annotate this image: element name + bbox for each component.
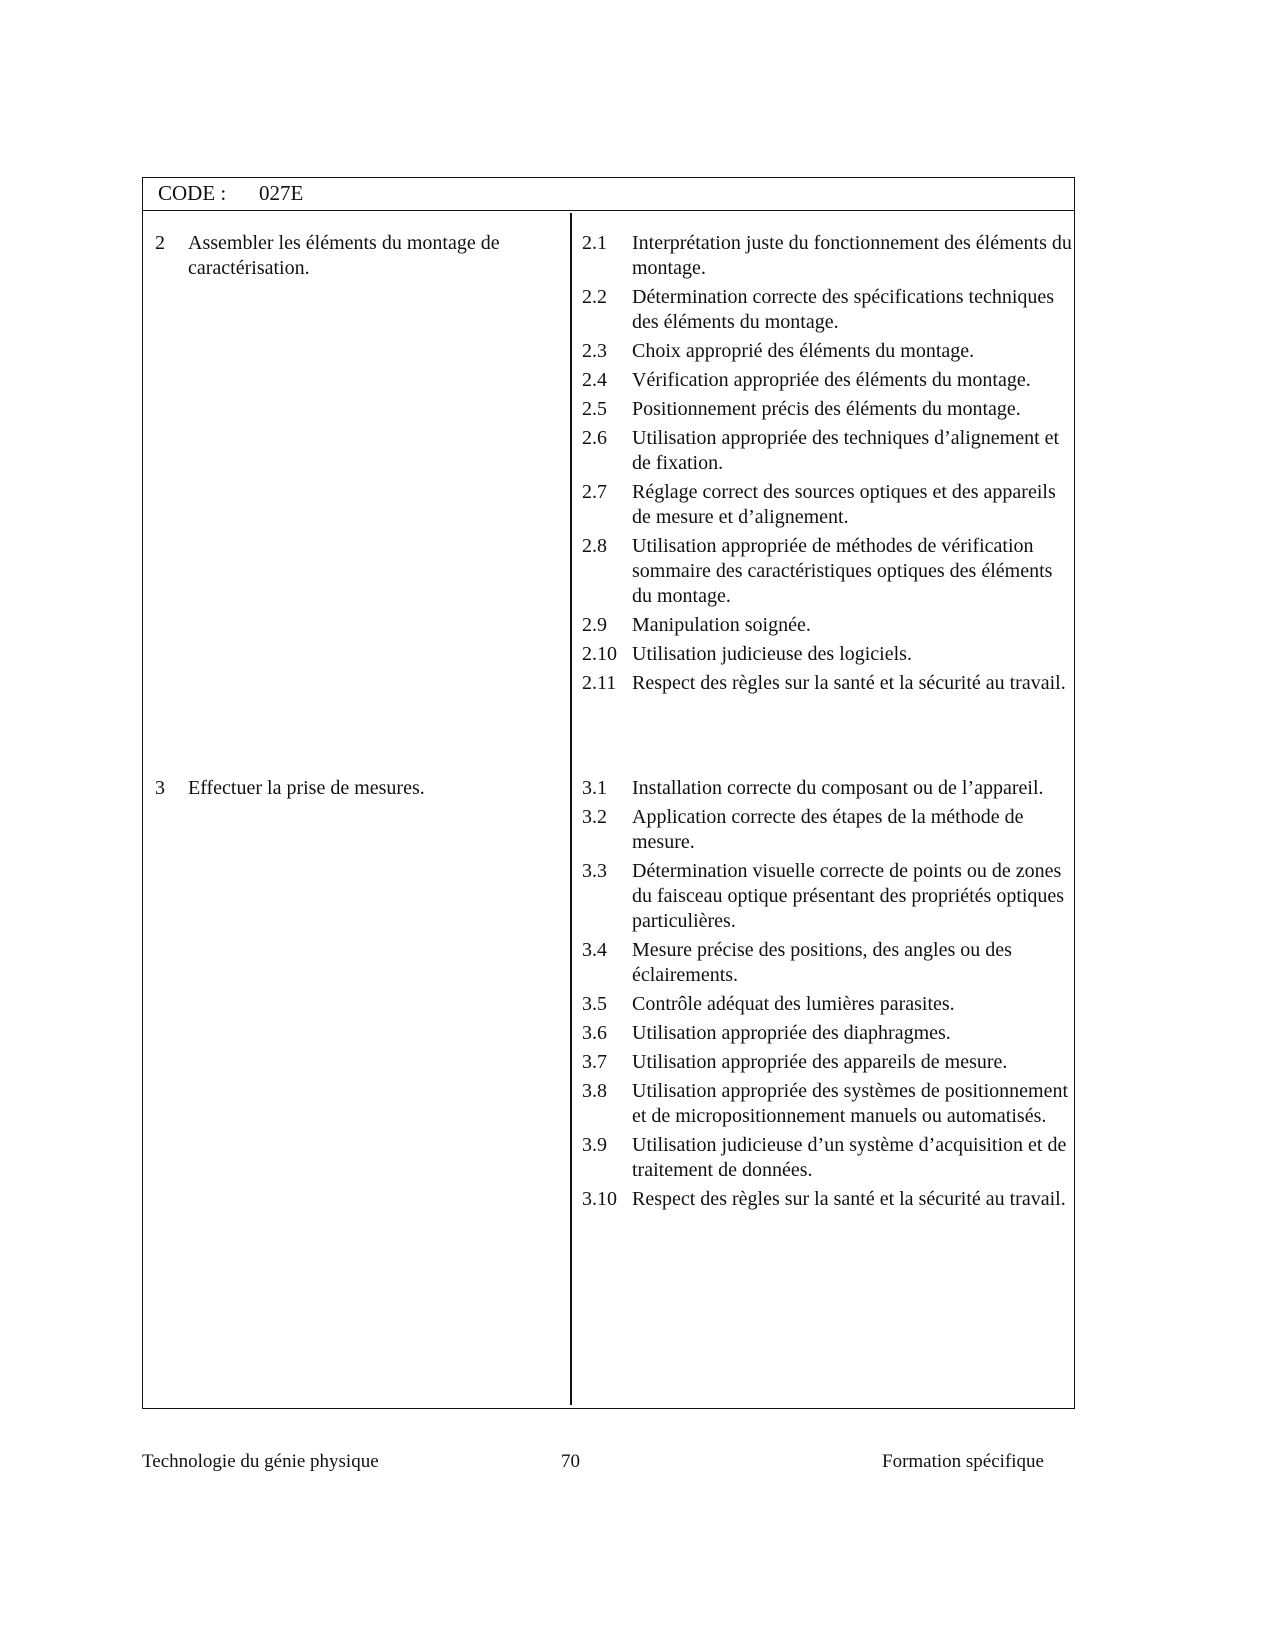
criterion-number: 2.5 bbox=[582, 398, 607, 420]
criterion-number: 3.10 bbox=[582, 1188, 617, 1210]
criterion-number: 3.3 bbox=[582, 860, 607, 882]
criterion-text: Détermination correcte des spécifications techniques des éléments du montage. bbox=[632, 286, 1055, 333]
task-number: 2 bbox=[155, 232, 165, 254]
criterion-item bbox=[582, 805, 1072, 855]
criterion-number: 3.7 bbox=[582, 1051, 607, 1073]
criterion-text: Choix approprié des éléments du montage. bbox=[632, 340, 975, 362]
criterion-number: 3.5 bbox=[582, 993, 607, 1015]
criterion-text: Interprétation juste du fonctionnement des éléments du montage. bbox=[632, 232, 1072, 279]
criterion-item bbox=[582, 426, 1072, 476]
criterion-number: 2.9 bbox=[582, 614, 607, 636]
criterion-text: Installation correcte du composant ou de l’appareil. bbox=[632, 777, 1044, 799]
criterion-text: Respect des règles sur la santé et la sécurité au travail. bbox=[632, 1188, 1066, 1210]
criterion-item bbox=[582, 1050, 1072, 1075]
footer-page-number: 70 bbox=[561, 1451, 580, 1472]
task-number: 3 bbox=[155, 777, 165, 799]
criterion-number: 3.2 bbox=[582, 806, 607, 828]
criterion-text: Application correcte des étapes de la méthode de mesure. bbox=[632, 806, 1024, 853]
criterion-item bbox=[582, 1021, 1072, 1046]
criterion-item bbox=[582, 992, 1072, 1017]
competency-table bbox=[142, 177, 1075, 1409]
criterion-item bbox=[582, 368, 1072, 393]
criterion-item bbox=[582, 1133, 1072, 1183]
criterion-text: Contrôle adéquat des lumières parasites. bbox=[632, 993, 955, 1015]
criterion-number: 3.9 bbox=[582, 1134, 607, 1156]
code-header bbox=[143, 178, 1074, 211]
criterion-item bbox=[582, 671, 1072, 696]
task-text: Assembler les éléments du montage de caractérisation. bbox=[188, 232, 500, 279]
criterion-text: Utilisation appropriée des appareils de mesure. bbox=[632, 1051, 1008, 1073]
criteria-list bbox=[582, 231, 1072, 700]
criterion-text: Utilisation appropriée des diaphragmes. bbox=[632, 1022, 951, 1044]
criterion-number: 2.2 bbox=[582, 286, 607, 308]
criterion-item bbox=[582, 285, 1072, 335]
criterion-number: 2.10 bbox=[582, 643, 617, 665]
criterion-number: 3.8 bbox=[582, 1080, 607, 1102]
criterion-text: Utilisation appropriée des techniques d’alignement et de fixation. bbox=[632, 427, 1060, 474]
criterion-text: Mesure précise des positions, des angles ou des éclairements. bbox=[632, 939, 1012, 986]
criterion-text: Vérification appropriée des éléments du montage. bbox=[632, 369, 1031, 391]
criterion-item bbox=[582, 776, 1072, 801]
criterion-text: Détermination visuelle correcte de points ou de zones du faisceau optique présentant des propriétés optiques particulières. bbox=[632, 860, 1065, 932]
criterion-number: 2.4 bbox=[582, 369, 607, 391]
criterion-number: 2.3 bbox=[582, 340, 607, 362]
criterion-number: 2.11 bbox=[582, 672, 617, 694]
criterion-number: 3.4 bbox=[582, 939, 607, 961]
criterion-item bbox=[582, 534, 1072, 609]
criterion-item bbox=[582, 642, 1072, 667]
criterion-number: 2.8 bbox=[582, 535, 607, 557]
criterion-item bbox=[582, 1079, 1072, 1129]
criterion-number: 3.6 bbox=[582, 1022, 607, 1044]
task-text: Effectuer la prise de mesures. bbox=[188, 777, 425, 799]
criteria-list bbox=[582, 776, 1072, 1216]
criterion-text: Utilisation appropriée des systèmes de positionnement et de micropositionnement manuels ou automatisés. bbox=[632, 1080, 1069, 1127]
footer-program: Technologie du génie physique bbox=[142, 1451, 379, 1472]
criterion-text: Utilisation judicieuse d’un système d’acquisition et de traitement de données. bbox=[632, 1134, 1067, 1181]
criterion-item bbox=[582, 1187, 1072, 1212]
criterion-text: Réglage correct des sources optiques et des appareils de mesure et d’alignement. bbox=[632, 481, 1056, 528]
criterion-text: Utilisation appropriée de méthodes de vérification sommaire des caractéristiques optiques des éléments du montage. bbox=[632, 535, 1053, 607]
criterion-item bbox=[582, 339, 1072, 364]
criterion-item bbox=[582, 613, 1072, 638]
criterion-text: Utilisation judicieuse des logiciels. bbox=[632, 643, 912, 665]
code-label: CODE : bbox=[158, 181, 227, 205]
footer-section: Formation spécifique bbox=[882, 1451, 1044, 1472]
criterion-text: Positionnement précis des éléments du montage. bbox=[632, 398, 1021, 420]
criterion-number: 2.7 bbox=[582, 481, 607, 503]
criterion-number: 3.1 bbox=[582, 777, 607, 799]
task bbox=[155, 231, 555, 281]
criterion-item bbox=[582, 231, 1072, 281]
criterion-item bbox=[582, 480, 1072, 530]
criterion-item bbox=[582, 938, 1072, 988]
task bbox=[155, 776, 555, 801]
criterion-number: 2.6 bbox=[582, 427, 607, 449]
criterion-text: Respect des règles sur la santé et la sécurité au travail. bbox=[632, 672, 1066, 694]
code-value: 027E bbox=[259, 181, 304, 205]
criterion-item bbox=[582, 397, 1072, 422]
criterion-item bbox=[582, 859, 1072, 934]
column-divider bbox=[570, 213, 572, 1405]
criterion-number: 2.1 bbox=[582, 232, 607, 254]
criterion-text: Manipulation soignée. bbox=[632, 614, 811, 636]
